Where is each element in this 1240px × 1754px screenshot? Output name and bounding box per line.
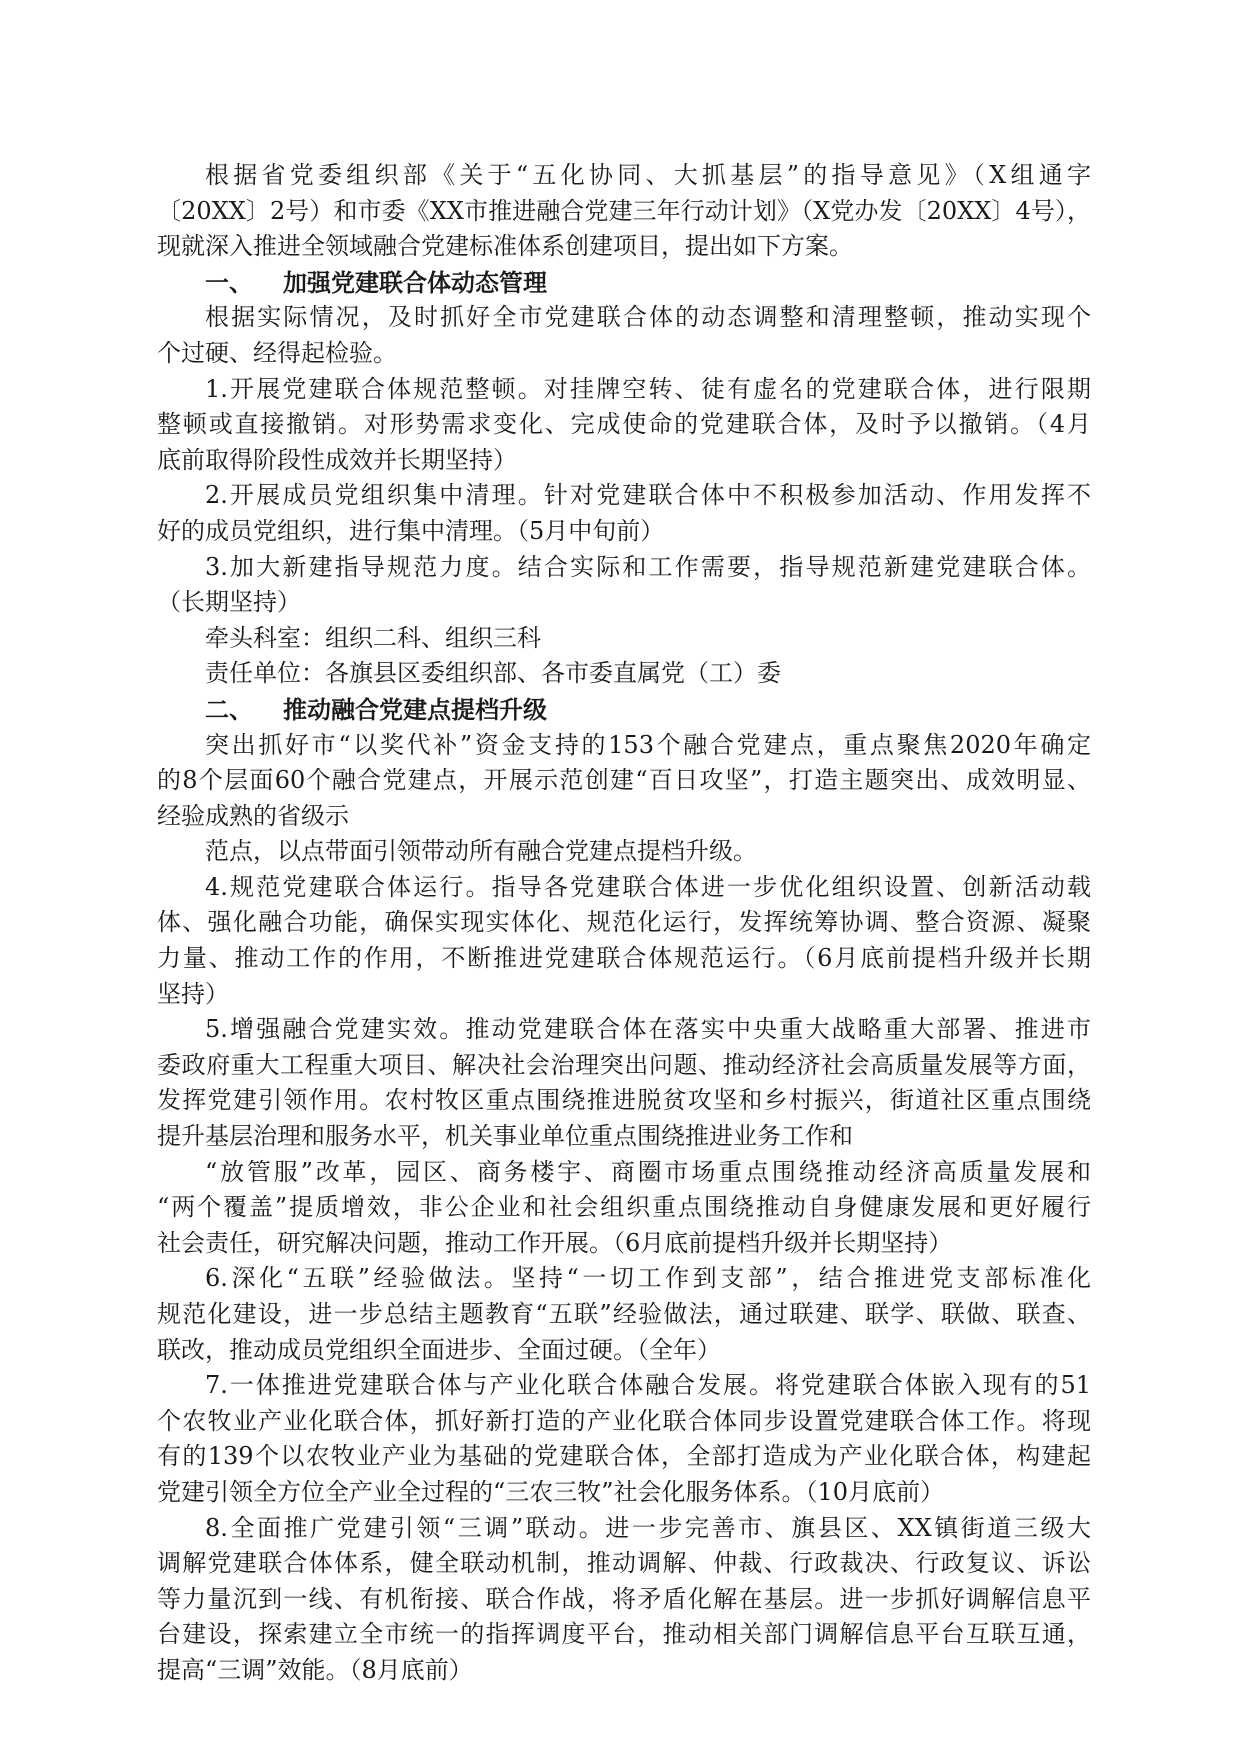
item-8 xyxy=(157,1511,1091,1689)
text-line: 1.开展党建联合体规范整顿。对挂牌空转、徒有虚名的党建联合体，进行限期 xyxy=(205,374,1091,403)
text-line: （长期坚持） xyxy=(157,588,301,617)
responsible-units-line: 责任单位：各旗县区委组织部、各市委直属党（工）委 xyxy=(205,659,781,688)
section1-intro xyxy=(157,300,1091,371)
text-line: 提高“三调”效能。（8月底前） xyxy=(157,1655,473,1684)
text-line: 范点，以点带面引领带动所有融合党建点提档升级。 xyxy=(205,837,757,866)
text-line: 发挥党建引领作用。农村牧区重点围绕推进脱贫攻坚和乡村振兴，街道社区重点围绕 xyxy=(157,1086,1091,1115)
text-line: 4.规范党建联合体运行。指导各党建联合体进一步优化组织设置、创新活动载 xyxy=(205,872,1091,901)
text-line: 3.加大新建指导规范力度。结合实际和工作需要，指导规范新建党建联合体。 xyxy=(205,552,1091,581)
section-number: 二、 xyxy=(205,694,253,724)
text-line: 调解党建联合体体系，健全联动机制，推动调解、仲裁、行政裁决、行政复议、诉讼 xyxy=(157,1549,1091,1578)
document-body xyxy=(157,158,1091,1689)
text-line: 经验成熟的省级示 xyxy=(157,801,349,830)
text-line: 6.深化“五联”经验做法。坚持“一切工作到支部”，结合推进党支部标准化 xyxy=(205,1264,1091,1293)
item-1 xyxy=(157,372,1091,479)
text-line: 个农牧业产业化联合体，抓好新打造的产业化联合体同步设置党建联合体工作。将现 xyxy=(157,1406,1091,1435)
text-line: 坚持） xyxy=(157,979,229,1008)
text-line: 7.一体推进党建联合体与产业化联合体融合发展。将党建联合体嵌入现有的51 xyxy=(205,1371,1091,1400)
lead-office-line: 牵头科室：组织二科、组织三科 xyxy=(205,623,541,652)
text-line: 突出抓好市“以奖代补”资金支持的153个融合党建点，重点聚焦2020年确定 xyxy=(205,730,1091,759)
text-line: 体、强化融合功能，确保实现实体化、规范化运行，发挥统筹协调、整合资源、凝聚 xyxy=(157,908,1091,937)
text-line: 有的139个以农牧业产业为基础的党建联合体，全部打造成为产业化联合体，构建起 xyxy=(157,1442,1091,1471)
text-line: 社会责任，研究解决问题，推动工作开展。（6月底前提档升级并长期坚持） xyxy=(157,1228,953,1257)
item-2 xyxy=(157,478,1091,549)
text-line: 联改，推动成员党组织全面进步、全面过硬。（全年） xyxy=(157,1335,721,1364)
text-line: 等力量沉到一线、有机衔接、联合作战，将矛盾化解在基层。进一步抓好调解信息平 xyxy=(157,1584,1091,1613)
text-line: 根据省党委组织部《关于“五化协同、大抓基层”的指导意见》（X组通字 xyxy=(205,161,1091,189)
item-3 xyxy=(157,550,1091,621)
text-line: 台建设，探索建立全市统一的指挥调度平台，推动相关部门调解信息平台互联互通， xyxy=(157,1620,1091,1649)
section-heading-1 xyxy=(157,265,1091,301)
text-line: “放管服”改革，园区、商务楼宇、商圈市场重点围绕推动经济高质量发展和 xyxy=(205,1157,1091,1186)
text-line: 党建引领全方位全产业全过程的“三农三牧”社会化服务体系。（10月底前） xyxy=(157,1477,945,1506)
text-line: 规范化建设，进一步总结主题教育“五联”经验做法，通过联建、联学、联做、联查、 xyxy=(157,1300,1091,1328)
item-5 xyxy=(157,1012,1091,1261)
section2-intro xyxy=(157,728,1091,870)
item-4 xyxy=(157,870,1091,1012)
text-line: 好的成员党组织，进行集中清理。（5月中旬前） xyxy=(157,516,665,545)
text-line: 整顿或直接撤销。对形势需求变化、完成使命的党建联合体，及时予以撤销。（4月 xyxy=(157,410,1091,439)
item-7 xyxy=(157,1368,1091,1510)
text-line: 8.全面推广党建引领“三调”联动。进一步完善市、旗县区、XX镇街道三级大 xyxy=(205,1513,1091,1542)
text-line: 个过硬、经得起检验。 xyxy=(157,338,397,367)
text-line: 现就深入推进全领域融合党建标准体系创建项目，提出如下方案。 xyxy=(157,232,853,261)
text-line: 力量、推动工作的作用，不断推进党建联合体规范运行。（6月底前提档升级并长期 xyxy=(157,944,1091,973)
text-line: 5.增强融合党建实效。推动党建联合体在落实中央重大战略重大部署、推进市 xyxy=(205,1015,1091,1044)
intro-paragraph xyxy=(157,158,1091,265)
text-line: “两个覆盖”提质增效，非公企业和社会组织重点围绕推动自身健康发展和更好履行 xyxy=(157,1193,1091,1222)
text-line: 根据实际情况，及时抓好全市党建联合体的动态调整和清理整顿，推动实现个 xyxy=(205,303,1091,332)
text-line: 提升基层治理和服务水平，机关事业单位重点围绕推进业务工作和 xyxy=(157,1122,853,1151)
section-title: 加强党建联合体动态管理 xyxy=(283,267,547,297)
section-heading-2 xyxy=(157,692,1091,728)
text-line: 委政府重大工程重大项目、解决社会治理突出问题、推动经济社会高质量发展等方面， xyxy=(157,1050,1091,1079)
text-line: 〔20XX〕2号）和市委《XX市推进融合党建三年行动计划》（X党办发〔20XX〕4号）， xyxy=(157,196,1091,225)
item-6 xyxy=(157,1261,1091,1368)
text-line: 底前取得阶段性成效并长期坚持） xyxy=(157,445,517,474)
text-line: 的8个层面60个融合党建点，开展示范创建“百日攻坚”，打造主题突出、成效明显、 xyxy=(157,766,1091,795)
section-title: 推动融合党建点提档升级 xyxy=(283,694,547,724)
text-line: 2.开展成员党组织集中清理。针对党建联合体中不积极参加活动、作用发挥不 xyxy=(205,481,1091,510)
section-number: 一、 xyxy=(205,267,253,297)
